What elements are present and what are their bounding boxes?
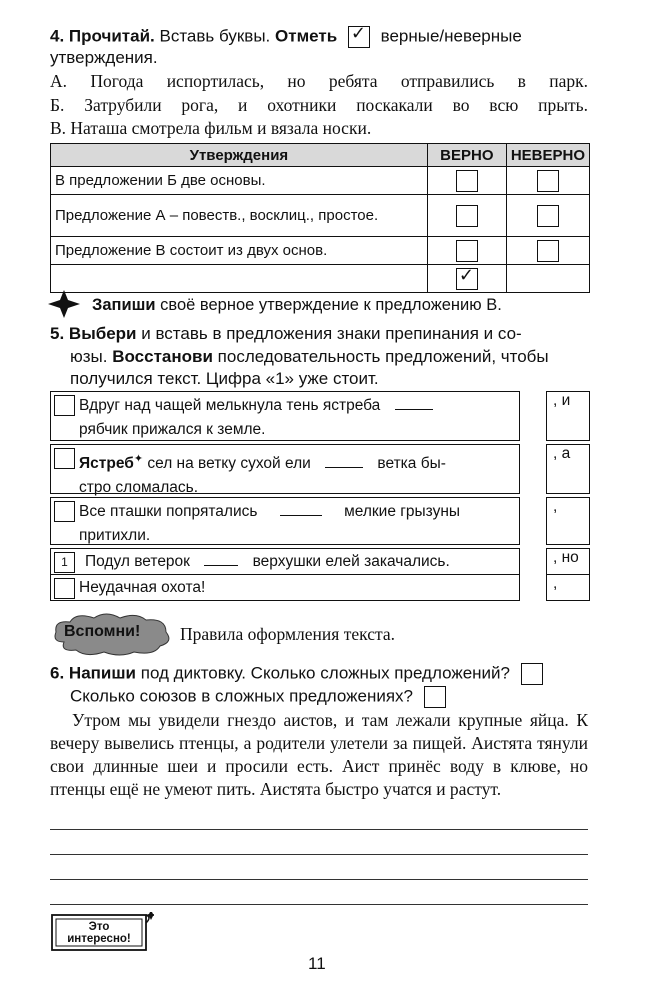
ex5-number: 5. xyxy=(50,324,65,343)
false-checkbox[interactable] xyxy=(537,205,559,227)
list-item xyxy=(50,548,520,575)
remember-badge xyxy=(50,612,174,656)
page-number: 11 xyxy=(308,954,326,973)
order-number-input[interactable] xyxy=(54,448,75,469)
check-icon: ✓ xyxy=(458,264,474,285)
conjunction-cell: , xyxy=(546,497,590,545)
row-text-b: мелкие грызуны xyxy=(344,503,461,520)
ex4-insert: Вставь буквы. xyxy=(159,26,271,46)
writing-line[interactable] xyxy=(50,904,588,905)
ex4-number: 4. xyxy=(50,26,65,46)
row-text-line2: стро сломалась. xyxy=(79,479,199,497)
interesting-badge xyxy=(50,912,154,952)
table-row xyxy=(51,265,590,293)
small-star-icon: ✦ xyxy=(133,453,144,465)
ex5-line1 xyxy=(50,324,588,344)
writing-line[interactable] xyxy=(50,879,588,880)
statement-input[interactable] xyxy=(51,265,428,293)
table-row xyxy=(51,167,590,195)
interesting-label: Это интересно! xyxy=(67,921,131,945)
row-text-line2: рябчик прижался к земле. xyxy=(79,421,266,438)
ex4-task-bold: Запиши xyxy=(92,296,156,314)
true-checkbox[interactable] xyxy=(456,205,478,227)
ex4-line2: утверждения. xyxy=(50,48,158,67)
table-row xyxy=(51,237,590,265)
ex5-restore: Восстанови xyxy=(112,347,213,366)
ex5-line2 xyxy=(70,347,549,367)
ex4-sentence-a: А. Погода испортилась, но ребята отправились в парк. xyxy=(50,71,588,91)
conjunction-cell: , и xyxy=(546,391,590,441)
row-text: Вдруг над чащей мелькнула тень ястреба xyxy=(79,397,381,414)
conjunction-count-input[interactable] xyxy=(424,686,446,708)
order-number-input[interactable] xyxy=(54,501,75,522)
true-checkbox[interactable] xyxy=(456,170,478,192)
false-checkbox[interactable] xyxy=(537,240,559,262)
ex6-q2: Сколько союзов в сложных предложениях? xyxy=(70,686,414,706)
ex6-number: 6. xyxy=(50,663,65,683)
ex5-line2-a: юзы. xyxy=(70,347,108,366)
ex5-line3: получился текст. Цифра «1» уже стоит. xyxy=(70,369,379,388)
remember-label: Вспомни! xyxy=(64,623,141,640)
row-text-b: ветка бы- xyxy=(377,455,446,473)
blank-input[interactable] xyxy=(325,455,363,468)
row-text: Неудачная охота! xyxy=(79,579,206,596)
table-row xyxy=(51,195,590,237)
ex6-write: Напиши xyxy=(68,663,136,683)
ex4-mark-rest: верные/неверные xyxy=(380,26,522,46)
list-item xyxy=(50,391,520,441)
row-text: Все пташки попрятались xyxy=(79,503,258,520)
ex4-heading xyxy=(50,23,522,48)
true-checkbox-checked[interactable] xyxy=(456,264,478,290)
ex4-read: Прочитай. xyxy=(68,26,155,46)
order-number-input[interactable] xyxy=(54,395,75,416)
ex4-mark: Отметь xyxy=(275,26,338,46)
list-item xyxy=(50,574,520,601)
row-text: Подул ветерок xyxy=(85,553,190,570)
true-checkbox[interactable] xyxy=(456,240,478,262)
ex5-line2-rest: последовательность предложений, чтобы xyxy=(217,347,549,366)
ex6-line2 xyxy=(70,686,446,708)
ex5-line1-rest: и вставь в предложения знаки препинания и со- xyxy=(141,324,522,343)
complex-count-input[interactable] xyxy=(521,663,543,685)
row-text-line2: притихли. xyxy=(79,527,151,544)
conjunction-cell: , а xyxy=(546,444,590,494)
blank-input[interactable] xyxy=(395,397,433,410)
conjunction-cell: , но xyxy=(546,548,590,575)
header-statements: Утверждения xyxy=(51,144,428,167)
ex6-q1: под диктовку. Сколько сложных предложений? xyxy=(140,663,511,683)
ex4-task-rest: своё верное утверждение к предложению В. xyxy=(160,296,502,314)
conjunction-cell: , xyxy=(546,574,590,601)
ex4-sentence-b: Б. Затрубили рога, и охотники поскакали во всю прыть. xyxy=(50,95,588,115)
false-checkbox[interactable] xyxy=(537,170,559,192)
statement-text: Предложение А – повеств., восклиц., простое. xyxy=(51,195,428,237)
ex6-line1 xyxy=(50,663,543,685)
remember-text: Правила оформления текста. xyxy=(180,624,395,644)
star-icon xyxy=(48,290,80,318)
statement-text: Предложение В состоит из двух основ. xyxy=(51,237,428,265)
blank-input[interactable] xyxy=(280,503,322,516)
blank-input[interactable] xyxy=(204,553,238,566)
table-header-row xyxy=(51,144,590,167)
statement-text: В предложении Б две основы. xyxy=(51,167,428,195)
ex4-sentence-c: В. Наташа смотрела фильм и вязала носки. xyxy=(50,118,372,138)
ex5-choose: Выбери xyxy=(68,324,137,343)
list-item xyxy=(50,444,520,497)
check-sample-icon: ✓ xyxy=(348,26,370,48)
row-text-b: верхушки елей закачались. xyxy=(252,553,450,570)
statements-table xyxy=(50,143,590,293)
dictation-text: Утром мы увидели гнездо аистов, и там лежали крупные яйца. К вечеру вывелись птенцы, а родители улетели за пищей. Аистята тянули свои длинные шеи и просили есть. Аист принёс воду в клюве, но птенцы ещё не умеют пить. Аистята быстро учатся и растут. xyxy=(50,710,588,799)
row-text: сел на ветку сухой ели xyxy=(147,455,311,473)
header-false: НЕВЕРНО xyxy=(506,144,589,167)
order-number-input[interactable] xyxy=(54,578,75,599)
ex4-task xyxy=(92,296,502,315)
header-true: ВЕРНО xyxy=(427,144,506,167)
list-item xyxy=(50,497,520,545)
row-text-bold: Ястреб xyxy=(79,455,134,473)
writing-line[interactable] xyxy=(50,854,588,855)
order-number-input[interactable]: 1 xyxy=(54,552,75,573)
writing-line[interactable] xyxy=(50,829,588,830)
